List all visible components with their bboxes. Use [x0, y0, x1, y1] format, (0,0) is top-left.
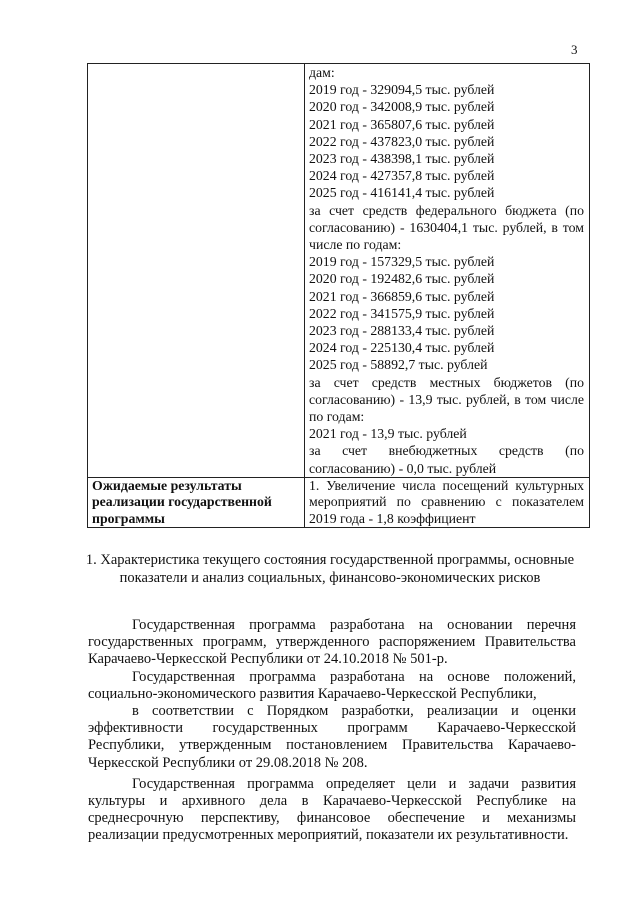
federal-line: 2023 год - 288133,4 тыс. рублей	[309, 323, 495, 339]
funding-line: 2022 год - 437823,0 тыс. рублей	[309, 133, 495, 149]
federal-line: 2021 год - 366859,6 тыс. рублей	[309, 288, 495, 304]
body-paragraph: Государственная программа разработана на основании перечня государственных программ, утвержденного распоряжением Правительства Карачаево-Черкесской Республики от 24.10.2018 № 501-р.	[88, 617, 576, 668]
body-paragraph: Государственная программа разработана на основе положений, социально-экономического развития Карачаево-Черкесской Республики,	[88, 668, 576, 702]
section-body	[88, 617, 576, 845]
federal-line: 2020 год - 192482,6 тыс. рублей	[309, 271, 495, 287]
body-paragraph: в соответствии с Порядком разработки, реализации и оценки эффективности государственных программ Карачаево-Черкесской Республики, утвержденным постановлением Правительства Карачаево-Черкесской Республики от 29.08.2018 № 208.	[88, 703, 576, 771]
page-number: 3	[571, 42, 578, 57]
funding-line: 2021 год - 365807,6 тыс. рублей	[309, 116, 495, 132]
section-heading: 1. Характеристика текущего состояния государственной программы, основные показатели и анализ социальных, финансово-экономических рисков	[85, 552, 575, 586]
federal-line: 2019 год - 157329,5 тыс. рублей	[309, 254, 495, 270]
results-text: 1. Увеличение числа посещений культурных мероприятий по сравнению с показателем 2019 года - 1,8 коэффициент	[305, 477, 590, 528]
results-label: Ожидаемые результаты реализации государственной программы	[88, 477, 305, 528]
funding-line: 2023 год - 438398,1 тыс. рублей	[309, 151, 495, 167]
body-paragraph: Государственная программа определяет цели и задачи развития культуры и архивного дела в Карачаево-Черкесской Республике на среднесрочную перспективу, финансовое обеспечение и механизмы реализации предусмотренных мероприятий, показатели их результативности.	[88, 775, 576, 844]
funding-details-cell	[305, 64, 590, 478]
federal-line: 2022 год - 341575,9 тыс. рублей	[309, 305, 495, 321]
funding-line: 2020 год - 342008,9 тыс. рублей	[309, 99, 495, 115]
funding-line: 2019 год - 329094,5 тыс. рублей	[309, 82, 495, 98]
funding-line: 2025 год - 416141,4 тыс. рублей	[309, 185, 495, 201]
funding-table	[87, 63, 590, 528]
federal-line: 2025 год - 58892,7 тыс. рублей	[309, 357, 488, 373]
extrabudgetary-text: за счет внебюджетных средств (по согласованию) - 0,0 тыс. рублей	[309, 443, 584, 476]
local-line: 2021 год - 13,9 тыс. рублей	[309, 426, 467, 442]
funding-row	[88, 64, 590, 478]
funding-label-cell	[88, 64, 305, 478]
federal-budget-intro: за счет средств федерального бюджета (по согласованию) - 1630404,1 тыс. рублей, в том числе по годам:	[309, 202, 584, 253]
funding-line: 2024 год - 427357,8 тыс. рублей	[309, 168, 495, 184]
federal-line: 2024 год - 225130,4 тыс. рублей	[309, 340, 495, 356]
results-row	[88, 477, 590, 528]
funding-line: дам:	[309, 65, 335, 80]
local-budget-intro: за счет средств местных бюджетов (по согласованию) - 13,9 тыс. рублей, в том числе по годам:	[309, 374, 584, 425]
